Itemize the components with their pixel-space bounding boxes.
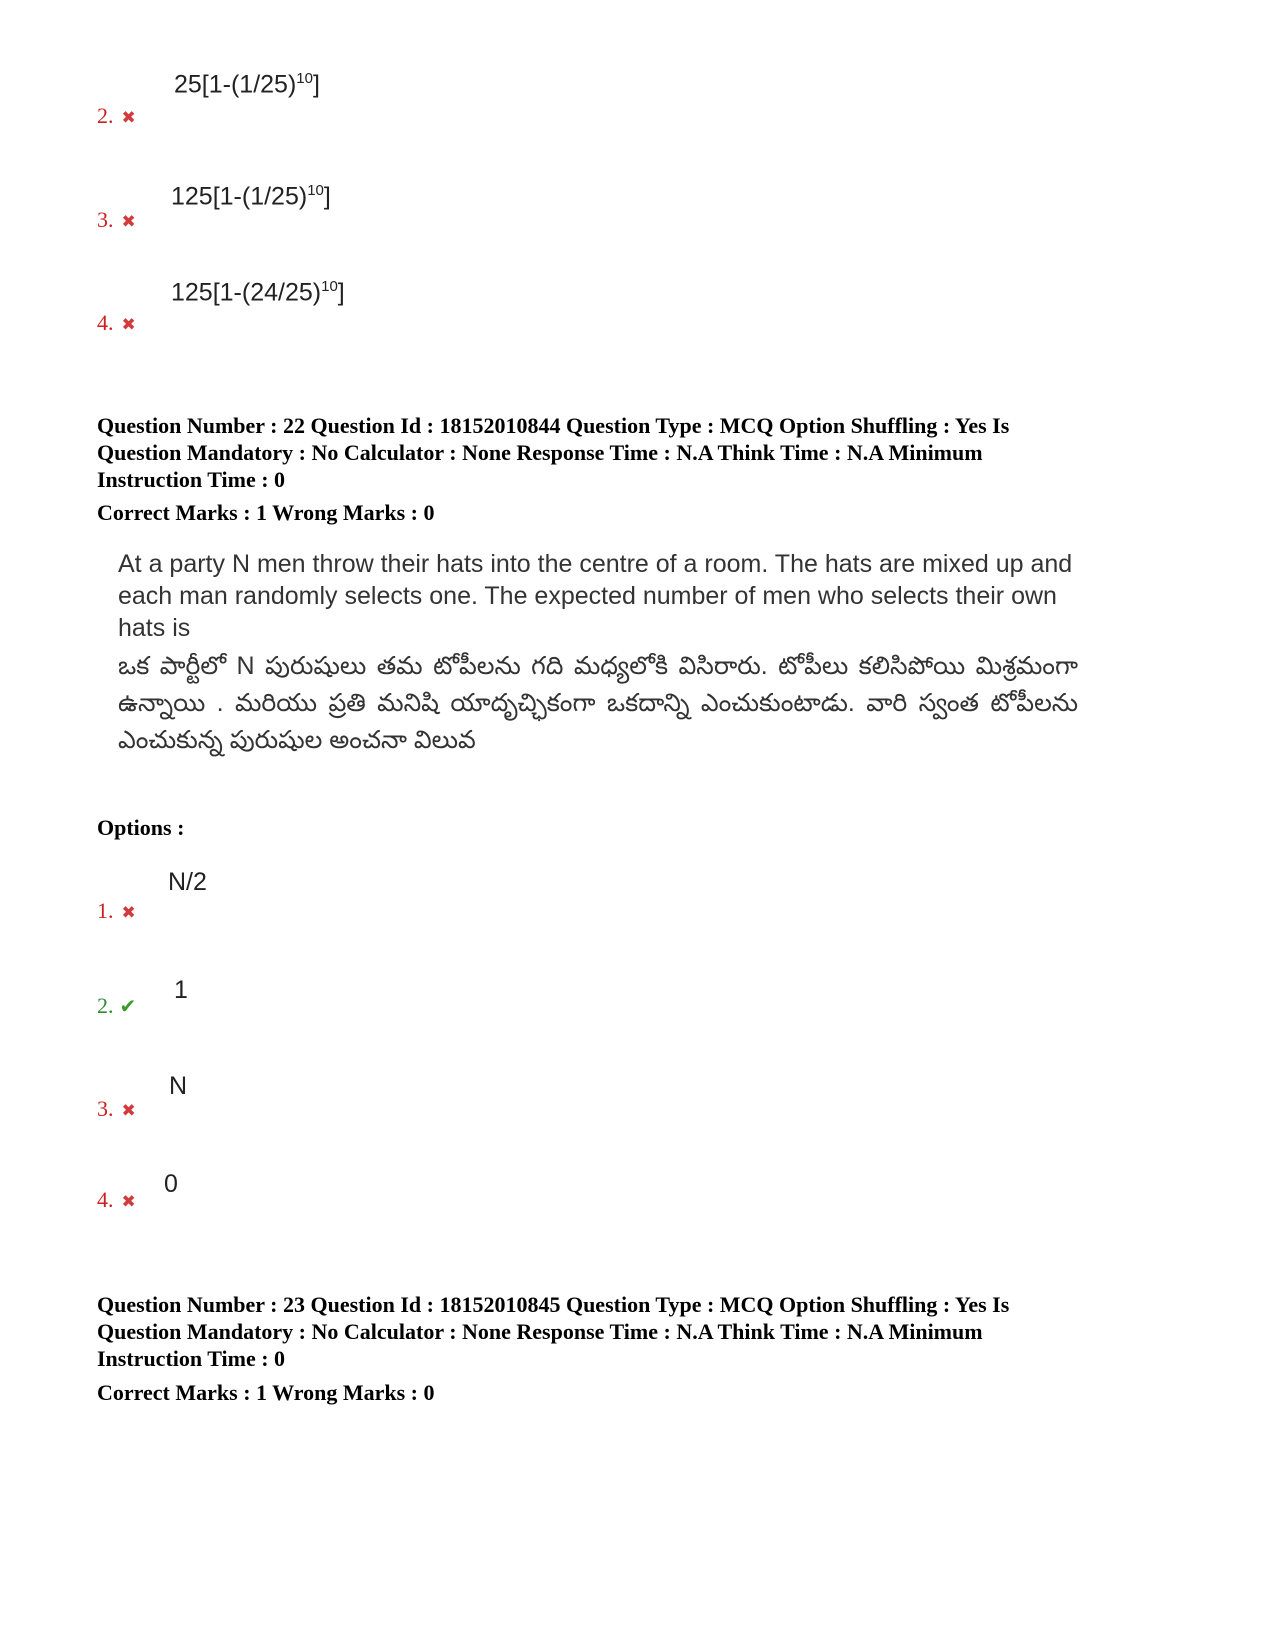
prev-option-4[interactable]: [97, 310, 136, 336]
prev-option-2[interactable]: [97, 103, 136, 129]
q23-meta-line1: Question Number : 23 Question Id : 18152010845 Question Type : MCQ Option Shuffling : Yes Is: [97, 1292, 1010, 1317]
q22-option-4[interactable]: [97, 1187, 136, 1213]
q23-meta-line3: Instruction Time : 0: [97, 1346, 286, 1371]
cross-icon: ✖: [121, 108, 136, 128]
q22-option-1[interactable]: [97, 898, 136, 924]
cross-icon: ✖: [121, 903, 136, 923]
q22-meta-line2: Question Mandatory : No Calculator : None Response Time : N.A Think Time : N.A Minimum: [97, 440, 983, 465]
q23-marks: Correct Marks : 1 Wrong Marks : 0: [97, 1380, 435, 1405]
options-label: Options :: [97, 815, 185, 840]
q22-meta-line1: Question Number : 22 Question Id : 18152010844 Question Type : MCQ Option Shuffling : Yes Is: [97, 413, 1010, 438]
cross-icon: ✖: [121, 1101, 136, 1121]
option-number: 3.: [97, 1096, 114, 1121]
q22-text-telugu: ఒక పార్టీలో N పురుషులు తమ టోపీలను గది మధ్యలోకి విసిరారు. టోపీలు కలిసిపోయి మిశ్రమంగా ఉన్నాయి . మరియు ప్రతి మనిషి యాదృచ్ఛికంగా ఒకదాన్ని ఎంచుకుంటాడు. వారి స్వంత టోపీలను ఎంచుకున్న పురుషుల అంచనా విలువ: [118, 652, 1078, 754]
q23-meta: [97, 1291, 1207, 1372]
prev-option-3[interactable]: [97, 207, 136, 233]
q22-meta: [97, 412, 1207, 493]
q22-option-2[interactable]: [97, 993, 136, 1019]
q22-option-3[interactable]: [97, 1096, 136, 1122]
q22-question-text: [118, 548, 1078, 759]
option-number: 3.: [97, 207, 114, 232]
q22-option-1-value: N/2: [168, 868, 207, 896]
q22-option-3-value: N: [169, 1072, 188, 1100]
option-number: 4.: [97, 310, 114, 335]
q22-option-4-value: 0: [164, 1170, 178, 1198]
q23-meta-line2: Question Mandatory : No Calculator : None Response Time : N.A Think Time : N.A Minimum: [97, 1319, 983, 1344]
q22-option-2-value: 1: [174, 976, 188, 1004]
q22-marks: Correct Marks : 1 Wrong Marks : 0: [97, 500, 435, 525]
prev-option-3-value: $125[1-(1/25)^{10}]$: [171, 182, 331, 211]
option-number: 4.: [97, 1187, 114, 1212]
prev-option-4-value: $125[1-(24/25)^{10}]$: [171, 278, 345, 307]
option-number: 2.: [97, 993, 114, 1018]
q22-text-english: At a party N men throw their hats into the centre of a room. The hats are mixed up and each man randomly selects one. The expected number of men who selects their own hats is: [118, 550, 1073, 642]
prev-option-2-value: $25[1-(1/25)^{10}]$: [174, 70, 320, 99]
option-number: 2.: [97, 103, 114, 128]
q22-meta-line3: Instruction Time : 0: [97, 467, 286, 492]
check-icon: ✔: [119, 994, 137, 1018]
cross-icon: ✖: [121, 315, 136, 335]
option-number: 1.: [97, 898, 114, 923]
cross-icon: ✖: [121, 212, 136, 232]
cross-icon: ✖: [121, 1192, 136, 1212]
